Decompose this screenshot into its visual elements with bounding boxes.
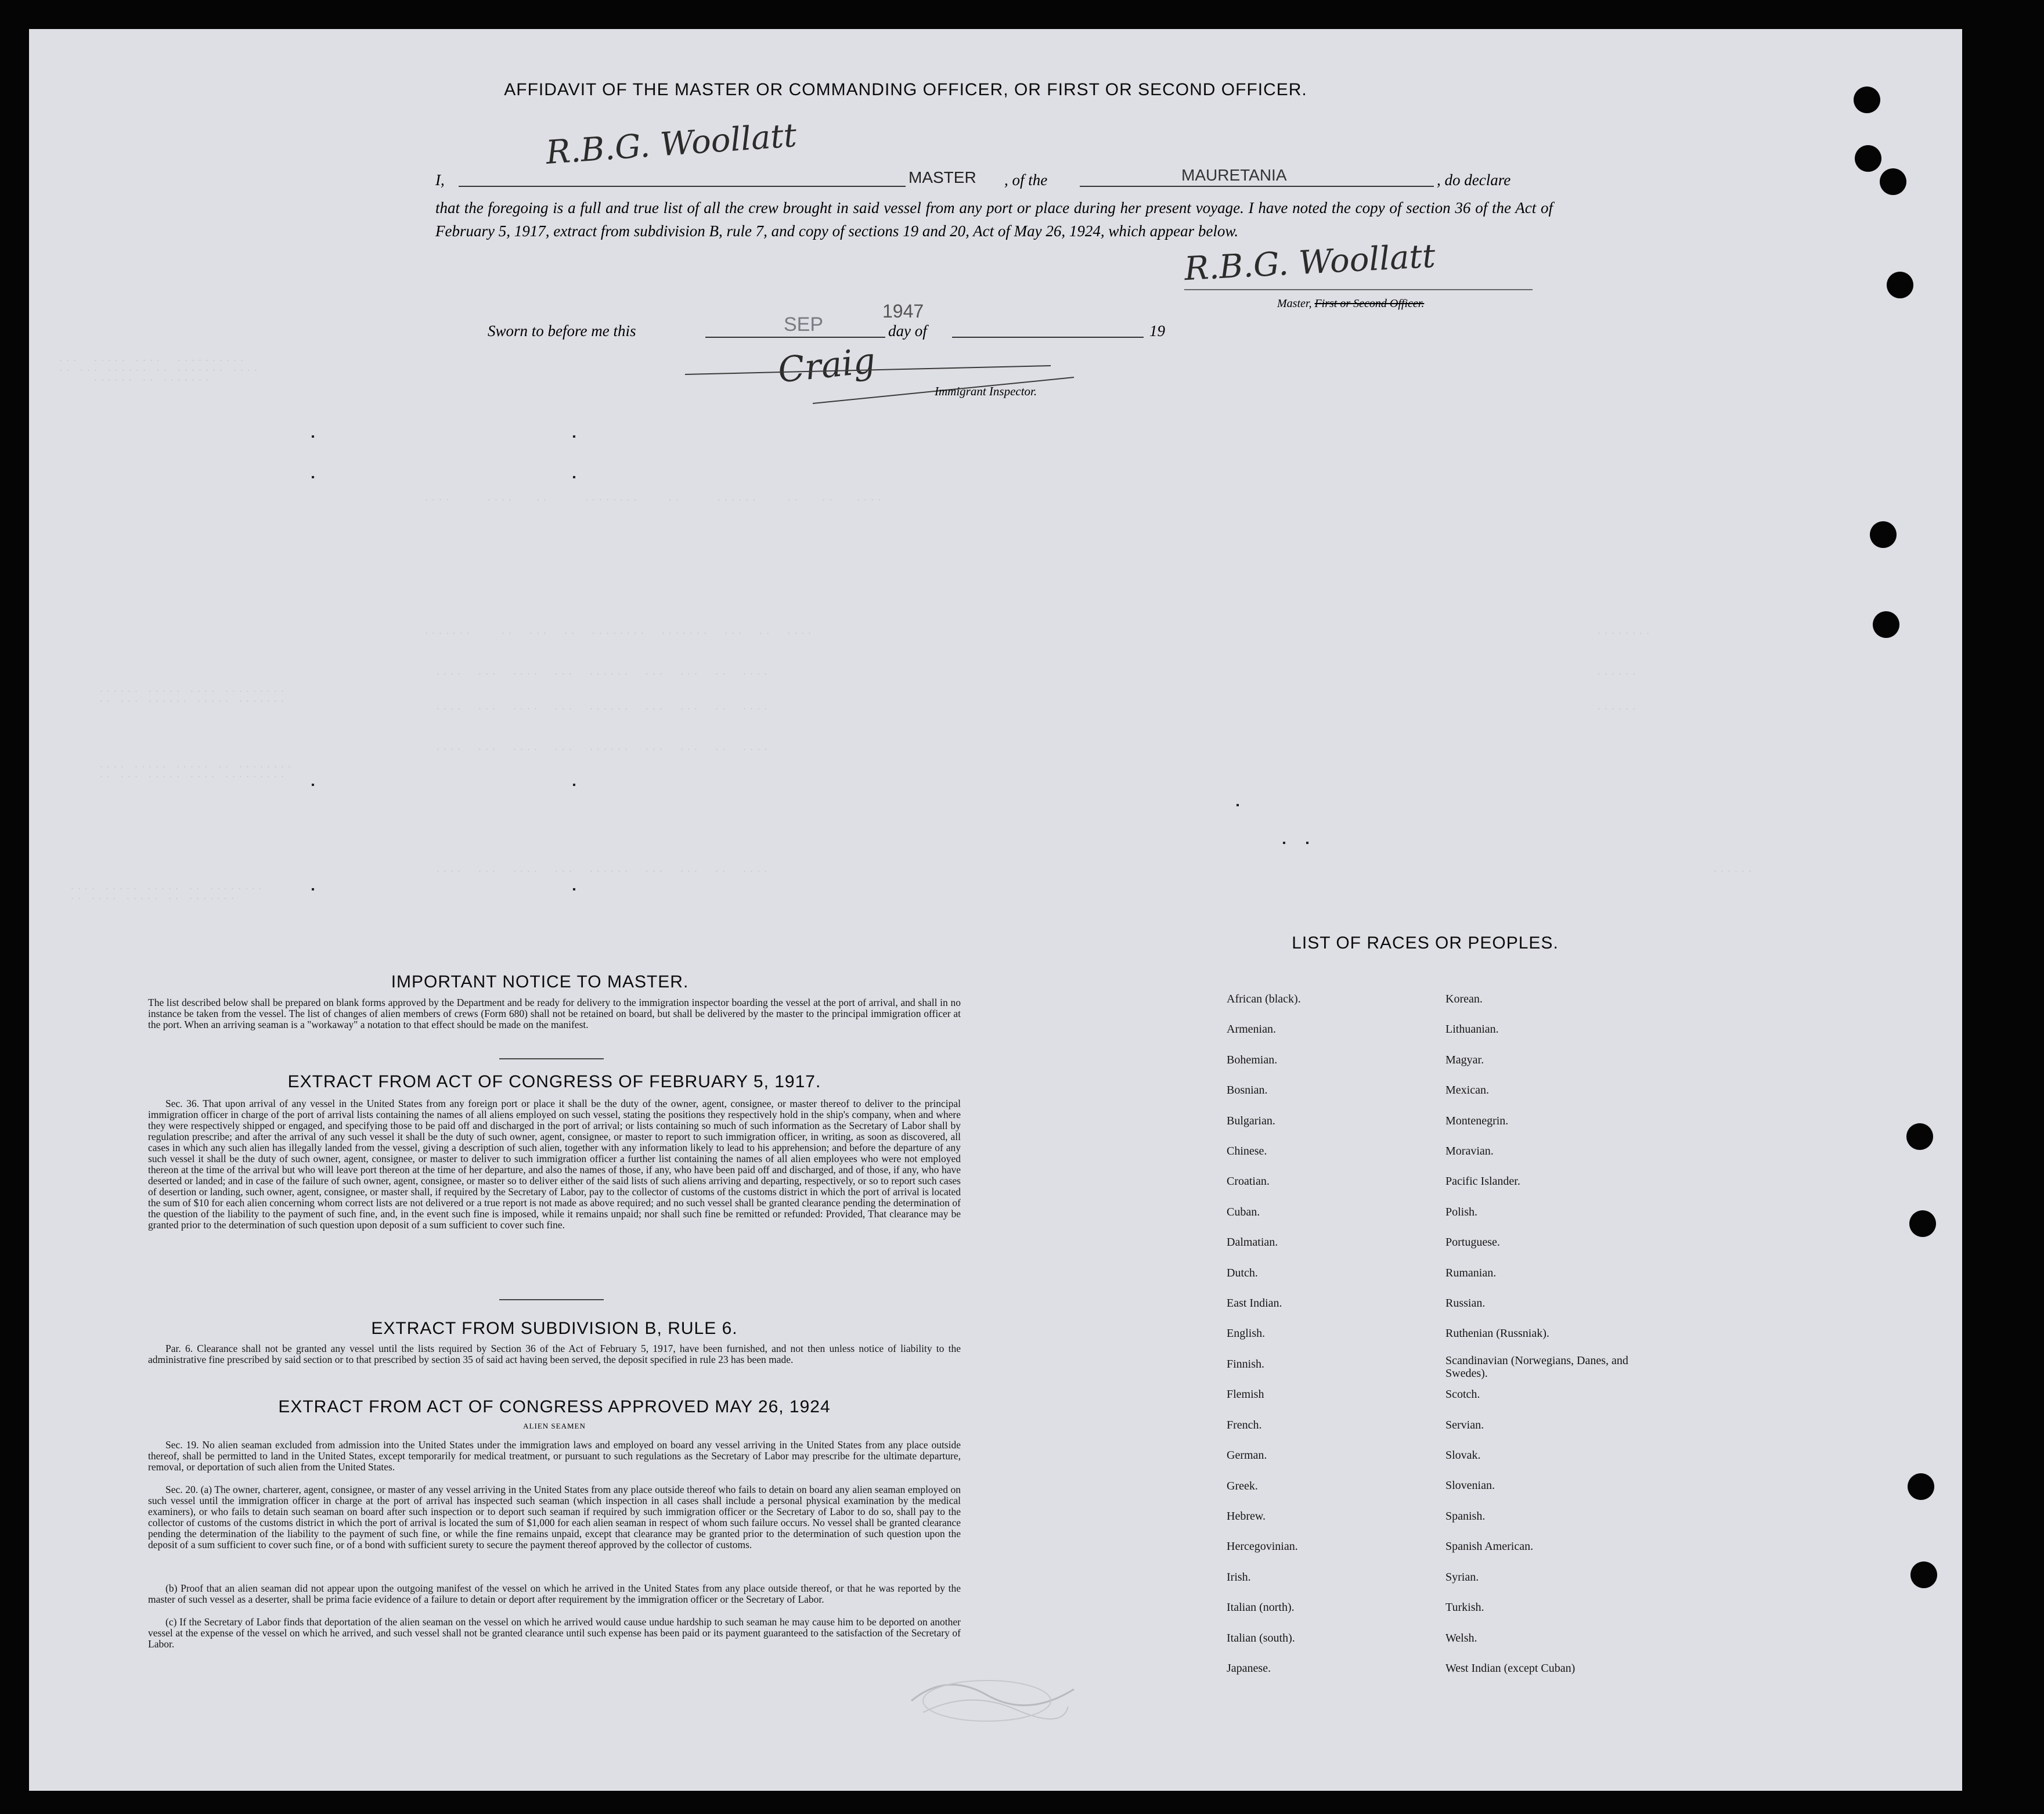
day-of-label: day of <box>888 322 927 340</box>
race-item: Lithuanian. <box>1445 1023 1499 1036</box>
master-caption: Master, First or Second Officer. <box>1277 297 1425 310</box>
race-item: Croatian. <box>1227 1175 1270 1188</box>
race-item: Moravian. <box>1445 1145 1494 1158</box>
race-item: Welsh. <box>1445 1631 1477 1644</box>
race-item: Bohemian. <box>1227 1053 1278 1066</box>
race-item: Syrian. <box>1445 1570 1479 1584</box>
inspector-caption: Immigrant Inspector. <box>935 384 1037 398</box>
race-item: French. <box>1227 1418 1262 1431</box>
punch-hole <box>1887 272 1913 298</box>
punch-hole <box>1855 145 1881 172</box>
race-item: African (black). <box>1227 993 1301 1005</box>
punch-hole <box>1880 168 1906 195</box>
notice-title: IMPORTANT NOTICE TO MASTER. <box>391 972 689 991</box>
race-item: Dalmatian. <box>1227 1236 1278 1249</box>
punch-hole <box>1908 1473 1934 1500</box>
act-1924-sec19: Sec. 19. No alien seaman excluded from admission into the United States under the immigration laws and employed on board any vessel arriving in the United States from any place outside thereof, shall be permitted to land in the United States, except temporarily for medical treatment, or pursuant to such regulations as the Secretary of Labor may prescribe for the ultimate departure, removal, or deportation of such alien from the United States. <box>148 1439 961 1473</box>
rank-filled: MASTER <box>909 168 976 186</box>
master-signature-top: R.B.G. Woollatt <box>545 116 798 172</box>
race-item: Italian (south). <box>1227 1631 1295 1644</box>
do-declare-label: , do declare <box>1437 171 1511 189</box>
stamp-month: SEP <box>784 313 824 336</box>
act-1917-body: Sec. 36. That upon arrival of any vessel in the United States from any foreign port or place it shall be the duty of the owner, agent, consignee, or master thereof to deliver to the principal immigration officer in charge of the port of arrival lists containing the names of all aliens employed on such vessel, stating the positions they respectively hold in the ship's company, when and where they were respectively shipped or engaged, and specifying those to be paid off and discharged in the port of arrival; or lists containing so much of such information as the Secretary of Labor shall by regulation prescribe; and after the arrival of any such vessel it shall be the duty of such owner, agent, consignee, or master to report to such immigration officer, in writing, as soon as discovered, all cases in which any such alien has illegally landed from the vessel, giving a description of such alien, together with any information likely to lead to his apprehension; and before the departure of any such vessel it shall be the duty of such owner, agent, consignee, or master to deliver to such immigration officer a further list containing the names of all alien employees who were not employed thereon at the time of the arrival but who will leave port thereon at the time of her departure, and also the names of those, if any, who have been paid off and discharged, and of those, if any, who have deserted or landed; and in case of the failure of such owner, agent, consignee, or master so to deliver either of the said lists of such aliens arriving and departing, respectively, or so to report such cases of desertion or landing, such owner, agent, consignee, or master shall, if required by the Secretary of Labor, pay to the collector of customs of the customs district in which the port of arrival is located the sum of $10 for each alien concerning whom correct lists are not delivered or a true report is not made as above required; and no such vessel shall be granted clearance pending the determination of the question of the liability to the payment of such fine, and, in the event such fine is imposed, while it remains unpaid; nor shall such fine be remitted or refunded: Provided, That clearance may be granted prior to the determination of such question upon deposit of a sum sufficient to cover such fine. <box>148 1098 961 1231</box>
race-item: Servian. <box>1445 1418 1484 1431</box>
race-item: Portuguese. <box>1445 1236 1500 1249</box>
punch-hole <box>1906 1123 1933 1150</box>
punch-hole <box>1873 611 1899 638</box>
act-1924-sec20a: Sec. 20. (a) The owner, charterer, agent, consignee, or master of any vessel arriving in the United States from any place outside thereof who fails to detain on board any alien seaman employed on such vessel until the immigration officer in charge at the port of arrival has inspected such seaman (which inspection in all cases shall include a personal physical examination by the medical examiners), or who fails to detain such seaman on board after such inspection or to deport such seaman if required by such immigration officer or the Secretary of Labor to do so, shall pay to the collector of customs of the customs district in which the port of arrival is located the sum of $1,000 for each alien seaman in respect of whom such failure occurs. No vessel shall be granted clearance pending the determination of the liability to the payment of such fine, or while the fine remains unpaid, except that clearance may be granted prior to the determination of such question upon the deposit of a sum sufficient to cover such fine, or of a bond with sufficient surety to secure the payment thereof approved by the collector of customs. <box>148 1484 961 1550</box>
race-item: Hercegovinian. <box>1227 1540 1298 1553</box>
inspector-signature: Craig <box>776 340 878 391</box>
race-item: Finnish. <box>1227 1357 1265 1371</box>
master-signature: R.B.G. Woollatt <box>1183 237 1437 288</box>
race-item: Scotch. <box>1445 1388 1480 1401</box>
race-item: Spanish American. <box>1445 1540 1534 1553</box>
race-item: Polish. <box>1445 1205 1478 1218</box>
punch-hole <box>1910 1561 1937 1588</box>
race-item: Pacific Islander. <box>1445 1175 1520 1188</box>
race-item: Hebrew. <box>1227 1509 1266 1523</box>
act-1924-title: EXTRACT FROM ACT OF CONGRESS APPROVED MAY 26, 1924 <box>278 1397 831 1416</box>
faint-stamp <box>900 1666 1086 1730</box>
act-1924-sec20c: (c) If the Secretary of Labor finds that deportation of the alien seaman on the vessel on which he arrived would cause undue hardship to such seaman he may cause him to be deported on another vessel at the expense of the vessel on which he arrived, and such vessel shall not be granted clearance until such expense has been paid or its payment guaranteed to the satisfaction of the Secretary of Labor. <box>148 1616 961 1650</box>
inspector-signature-strokes <box>668 342 1074 412</box>
race-item: Greek. <box>1227 1479 1258 1492</box>
master-name-field <box>459 163 906 187</box>
race-item: Slovenian. <box>1445 1479 1495 1492</box>
rule6-title: EXTRACT FROM SUBDIVISION B, RULE 6. <box>371 1319 738 1338</box>
race-item: Chinese. <box>1227 1145 1267 1158</box>
race-item: East Indian. <box>1227 1297 1282 1310</box>
race-item: Korean. <box>1445 993 1483 1005</box>
race-item: Magyar. <box>1445 1053 1484 1066</box>
race-item: Irish. <box>1227 1570 1251 1584</box>
races-column-1 <box>1227 984 1301 1683</box>
divider <box>499 1058 604 1059</box>
notice-body: The list described below shall be prepared on blank forms approved by the Department and be ready for delivery to the immigration inspector boarding the vessel at the port of arrival, and shall in no instance be taken from the vessel. The list of changes of alien members of crews (Form 680) shall not be retained on board, but shall be delivered by the master to the principal immigration officer at the port. When an arriving seaman is a "workaway" a notation to that effect should be made on the manifest. <box>148 997 961 1030</box>
affidavit-i-label: I, <box>435 171 445 189</box>
race-item: West Indian (except Cuban) <box>1445 1661 1576 1675</box>
race-item: Italian (north). <box>1227 1601 1295 1614</box>
stamp-year: 1947 <box>882 301 924 322</box>
punch-hole <box>1870 521 1897 548</box>
year-prefix: 19 <box>1149 322 1165 340</box>
race-item: Japanese. <box>1227 1661 1271 1675</box>
race-item: Montenegrin. <box>1445 1114 1509 1127</box>
punch-hole <box>1854 86 1880 113</box>
race-item: Spanish. <box>1445 1509 1486 1523</box>
act-1917-title: EXTRACT FROM ACT OF CONGRESS OF FEBRUARY 5, 1917. <box>287 1072 821 1091</box>
races-column-2 <box>1445 984 1654 1683</box>
race-item: English. <box>1227 1327 1266 1340</box>
race-item: Dutch. <box>1227 1266 1258 1279</box>
divider <box>499 1299 604 1300</box>
race-item: Rumanian. <box>1445 1266 1497 1279</box>
race-item: Bosnian. <box>1227 1084 1268 1097</box>
affidavit-body: that the foregoing is a full and true list of all the crew brought in said vessel from any port or place during her present voyage. I have noted the copy of section 36 of the Act of February 5, 1917, extract from subdivision B, rule 7, and copy of sections 19 and 20, Act of May 26, 1924, which appear below. <box>435 199 1553 240</box>
race-item: Mexican. <box>1445 1084 1489 1097</box>
vessel-name: MAURETANIA <box>1181 166 1287 184</box>
races-title: LIST OF RACES OR PEOPLES. <box>1292 933 1559 953</box>
race-item: Scandinavian (Norwegians, Danes, and Swedes). <box>1445 1354 1628 1380</box>
race-item: German. <box>1227 1449 1267 1462</box>
punch-hole <box>1909 1210 1936 1237</box>
race-item: Slovak. <box>1445 1449 1481 1462</box>
race-item: Russian. <box>1445 1297 1486 1310</box>
sworn-month-field <box>952 313 1144 338</box>
race-item: Flemish <box>1227 1388 1264 1401</box>
affidavit-title: AFFIDAVIT OF THE MASTER OR COMMANDING OFFICER, OR FIRST OR SECOND OFFICER. <box>504 80 1307 99</box>
act-1924-subtitle: ALIEN SEAMEN <box>523 1422 586 1430</box>
rule6-body: Par. 6. Clearance shall not be granted any vessel until the lists required by Section 36 of the Act of February 5, 1917, have been furnished, and not then unless notice of liability to the administrative fine prescribed by said section or to that prescribed by section 35 of said act having been served, the deposit specified in rule 23 has been made. <box>148 1343 961 1365</box>
act-1924-sec20b: (b) Proof that an alien seaman did not appear upon the outgoing manifest of the vessel on which he arrived in the United States from any place outside thereof, or that he was reported by the master of such vessel as a deserter, shall be prima facie evidence of a failure to detain or deport after requirement by the immigration officer or the Secretary of Labor. <box>148 1582 961 1605</box>
document-page: ... ..... .... .......... .. ... ...... .. ....... .... ...... .. ....... ...... ..... .... ......... .. ... ...... ..... ....... .... ..... ..... .. ........ .. ... ..... .... ......... .... ..... ..... .. ........ .. .... ..... .. ....... .... .... .. ........ .. ...... .. .. .... ....... .. ... .. ........ ....... ... .. .... .... ... .... ... ...... ... ... .. .... .... ... .... ... ...... ... ... .. .... .... ... .... ... ...... ... ... .. .... .... ... .... ... ...... ... ... .. .... ........ ...... ...... ...... AFFIDAVIT OF THE MASTER OR COMMANDING OFFICER, OR FIRST OR SECOND OFFICER. I, R.B.G. Woollatt MASTER , of the MAURETANIA , do declare that the foregoing is a full and true list of all the crew brought in said vessel from any port or place during her present voyage. I have noted the copy of section 36 of the Act of February 5, 1917, extract from subdivision B, rule 7, and copy of sections 19 and 20, Act of May 26, 1924, which appear below. R.B.G. Woollatt Master, First or Second Officer. Sworn to before me this SEP 1947 day of 19 Craig Immigrant Inspector. IMPORTANT NOTICE TO MASTER. The list described below shall be prepared on blank forms approved by the Department and be ready for delivery to the immigration inspector boarding the vessel at the port of arrival, and shall in no instance be taken from the vessel. The list of changes of alien members of crews (Form 680) shall not be retained on board, but shall be delivered by the master to the principal immigration officer at the port. When an arriving seaman is a "workaway" a notation to that effect should be made on the manifest. EXTRACT FROM ACT OF CONGRESS OF FEBRUARY 5, 1917. Sec. 36. That upon arrival of any vessel in the United States from any foreign port or place it shall be the duty of the owner, agent, consignee, or master thereof to deliver to the principal immigration officer in charge of the port of arrival lists containing the names of all aliens employed on such vessel, stating the positions they respectively hold in the ship's company, when and where they were respectively shipped or engaged, and specifying those to be paid off and discharged in the port of arrival; or lists containing so much of such information as the Secretary of Labor shall by regulation prescribe; and after the arrival of any such vessel it shall be the duty of such owner, agent, consignee, or master to report to such immigration officer, in writing, as soon as discovered, all cases in which any such alien has illegally landed from the vessel, giving a description of such alien, together with any information likely to lead to his apprehension; and before the departure of any such vessel it shall be the duty of such owner, agent, consignee, or master to deliver to such immigration officer a further list containing the names of all alien employees who were not employed thereon at the time of the arrival but who will leave port thereon at the time of her departure, and also the names of those, if any, who have been paid off and discharged, and of those, if any, who have deserted or landed; and in case of the failure of such owner, agent, consignee, or master so to deliver either of the said lists of such aliens arriving and departing, respectively, or so to report such cases of desertion or landing, such owner, agent, consignee, or master shall, if required by the Secretary of Labor, pay to the collector of customs of the customs district in which the port of arrival is located the sum of $10 for each alien concerning whom correct lists are not delivered or a true report is not made as above required; and no such vessel shall be granted clearance pending the determination of the question of the liability to the payment of such fine, and, in the event such fine is imposed, while it remains unpaid; nor shall such fine be remitted or refunded: Provided, That clearance may be granted prior to the determination of such question upon deposit of a sum sufficient to cover such fine. EXTRACT FROM SUBDIVISION B, RULE 6. Par. 6. Clearance shall not be granted any vessel until the lists required by Section 36 of the Act of February 5, 1917, have been furnished, and not then unless notice of liability to the administrative fine prescribed by said section or to that prescribed by section 35 of said act having been served, the deposit specified in rule 23 has been made. EXTRACT FROM ACT OF CONGRESS APPROVED MAY 26, 1924 ALIEN SEAMEN Sec. 19. No alien seaman excluded from admission into the United States under the immigration laws and employed on board any vessel arriving in the United States from any place outside thereof, shall be permitted to land in the United States, except temporarily for medical treatment, or pursuant to such regulations as the Secretary of Labor may prescribe for the ultimate departure, removal, or deportation of such alien from the United States. Sec. 20. (a) The owner, charterer, agent, consignee, or master of any vessel arriving in the United States from any place outside thereof who fails to detain on board any alien seaman employed on such vessel until the immigration officer in charge at the port of arrival has inspected such seaman (which inspection in all cases shall include a personal physical examination by the medical examiners), or who fails to detain such seaman on board after such inspection or to deport such seaman if required by such immigration officer or the Secretary of Labor to do so, shall pay to the collector of customs of the customs district in which the port of arrival is located the sum of $1,000 for each alien seaman in respect of whom such failure occurs. No vessel shall be granted clearance pending the determination of the liability to the payment of such fine, or while the fine remains unpaid, except that clearance may be granted prior to the determination of such question upon the deposit of a sum sufficient to cover such fine, or of a bond with sufficient surety to secure the payment thereof approved by the collector of customs. (b) Proof that an alien seaman did not appear upon the outgoing manifest of the vessel on which he arrived in the United States from any place outside thereof, or that he was reported by the master of such vessel as a deserter, shall be prima facie evidence of a failure to detain or deport after requirement by the immigration officer or the Secretary of Labor. (c) If the Secretary of Labor finds that deportation of the alien seaman on the vessel on which he arrived would cause undue hardship to such seaman he may cause him to be deported on another vessel at the expense of the vessel on which he arrived, and such vessel shall not be granted clearance until such expense has been paid or its payment guaranteed to the satisfaction of the Secretary of Labor. LIST OF RACES OR PEOPLES. African (black). Armenian. Bohemian. Bosnian. Bulgarian. Chinese. Croatian. Cuban. Dalmatian. Dutch. East Indian. English. Finnish. Flemish French. German. Greek. Hebrew. Hercegovinian. Irish. Italian (north). Italian (south). Japanese. Korean. Lithuanian. Magyar. Mexican. Montenegrin. Moravian. Pacific Islander. Polish. Portuguese. Rumanian. Russian. Ruthenian (Russniak). Scandinavian (Norwegians, Danes, and Swedes). Scotch. Servian. Slovak. Slovenian. Spanish. Spanish American. Syrian. Turkish. Welsh. West Indian (except Cuban) <box>29 29 1962 1791</box>
race-item: Ruthenian (Russniak). <box>1445 1327 1549 1340</box>
race-item: Turkish. <box>1445 1601 1484 1614</box>
race-item: Armenian. <box>1227 1023 1276 1036</box>
of-the-label: , of the <box>1004 171 1048 189</box>
sworn-label: Sworn to before me this <box>488 322 636 340</box>
master-signature-line <box>1184 289 1533 290</box>
race-item: Bulgarian. <box>1227 1114 1275 1127</box>
race-item: Cuban. <box>1227 1205 1260 1218</box>
